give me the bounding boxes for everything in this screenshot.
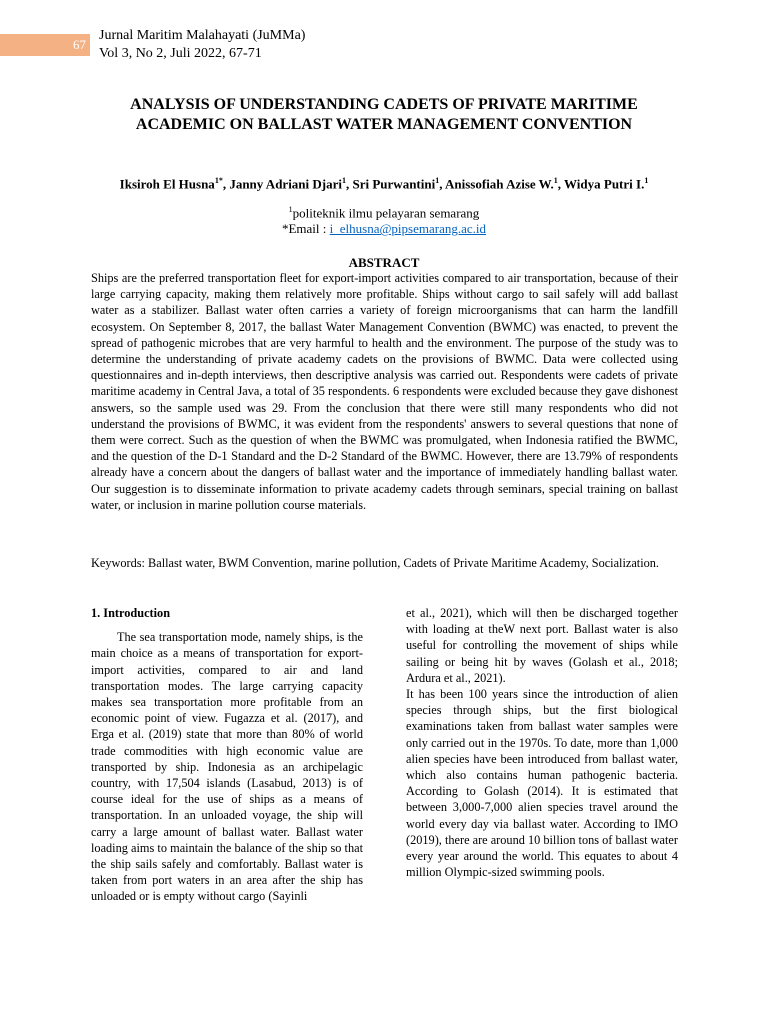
author-affiliation-mark: 1 <box>553 176 558 185</box>
section-heading: 1. Introduction <box>91 606 171 620</box>
affiliation-line <box>40 202 728 221</box>
author-name: Iksiroh El Husna <box>119 176 215 192</box>
author-name: Widya Putri I. <box>564 176 645 192</box>
volume-info: Vol 3, No 2, Juli 2022, 67-71 <box>99 46 262 61</box>
institution-name: politeknik ilmu pelayaran semarang <box>292 205 480 221</box>
page-number-badge <box>0 34 90 56</box>
author-affiliation-mark: 1 <box>644 176 649 185</box>
intro-paragraph: It has been 100 years since the introduction of alien species through ships, but the first biological examinations taken from ballast water samples were only carried out in the 1970s. To date, more than 1,000 alien species have been introduced from ballast water, which also contains human pathogenic bacteria. According to Golash (2014). It is estimated that between 3,000-7,000 alien species travel around the world every day via ballast water. According to IMO (2019), there are around 10 billion tons of ballast water every year around the world. This equates to about 4 million Olympic-sized swimming pools. <box>406 687 678 880</box>
affiliation-block <box>40 202 728 237</box>
email-line <box>40 221 728 237</box>
email-label: *Email : <box>281 221 330 237</box>
intro-paragraph: The sea transportation mode, namely ships, is the main choice as a means of transportation for export-import activities, compared to air and land transportation modes. The large carrying capacity makes sea transportation more profitable from an economic point of view. Fugazza et al. (2017), and Erga et al. (2019) state that more than 80% of world trade commodities with high economic value are transported by ship. Indonesia as an archipelagic country, with 17,504 islands (Lasabud, 2013) is of course ideal for the use of ships as a means of transportation. In an unloaded voyage, the ship will carry a large amount of ballast water. Ballast water loading aims to maintain the balance of the ship so that the ship sails safely and comfortably. Ballast water is taken from port waters in an area after the ship has unloaded or is empty without cargo (Sayinli <box>91 630 363 904</box>
author-name: Sri Purwantini <box>352 176 436 192</box>
author-name: Anissofiah Azise W. <box>445 176 554 192</box>
abstract-heading: ABSTRACT <box>348 255 420 270</box>
paper-title: ANALYSIS OF UNDERSTANDING CADETS OF PRIVATE MARITIME ACADEMIC ON BALLAST WATER MANAGEMENT CONVENTION <box>130 96 638 133</box>
author-name: Janny Adriani Djari <box>229 176 342 192</box>
email-link[interactable]: i_elhusna@pipsemarang.ac.id <box>329 221 487 237</box>
author-affiliation-mark: 1 <box>435 176 440 185</box>
intro-paragraph-continued: et al., 2021), which will then be discharged together with loading at theW next port. Ballast water is also useful for controlling the movement of ships while sailing or being hit by waves (Golash et al., 2018; Ardura et al., 2021). <box>406 606 678 685</box>
affiliation-mark: 1 <box>288 205 293 214</box>
journal-header <box>99 27 305 63</box>
left-column <box>91 605 363 905</box>
journal-name: Jurnal Maritim Malahayati (JuMMa) <box>99 28 306 43</box>
author-list: Iksiroh El Husna$^{1*}$, Janny Adriani Djari$^1$, Sri Purwantini$^1$, Anissofiah Azise W.$^1$, Widya Putri I.$^1$ <box>119 176 649 192</box>
author-affiliation-mark: 1 <box>342 176 346 185</box>
page-number: 67 <box>73 37 86 52</box>
author-affiliation-mark: 1* <box>214 176 223 185</box>
right-column <box>406 605 678 880</box>
abstract-text: Ships are the preferred transportation fleet for export-import activities compared to air transportation, because of their large carrying capacity, making them relatively more profitable. Ships without cargo to sail safely will add ballast water as a stabilizer. Ballast water often carries a variety of foreign microorganisms that can harm the landfill ecosystem. On September 8, 2017, the ballast Water Management Convention (BWMC) was enacted, to prevent the spread of pathogenic microbes that are very harmful to health and the environment. The purpose of the study was to determine the understanding of private academy cadets on the provisions of BWMC. Data were collected using questionnaires and in-depth interviews, then descriptive analysis was carried out. Respondents were cadets of private maritime academy in Central Java, a total of 35 respondents. 6 respondents were excluded because they gave dishonest answers, so the sample used was 29. From the conclusion that there were still many respondents who did not understand the provisions of BWMC, it was evident from the respondents' answers to several questions that none of them were correct. Such as the question of when the BWMC was promulgated, when Indonesia ratified the BWMC, and the question of the D-1 Standard and the D-2 Standard of the BWMC. However, there are 13.79% of respondents already have a concern about the dangers of ballast water and the importance of immediately handling ballast water. Our suggestion is to disseminate information to private academy cadets through seminars, special training on ballast water, or inclusion in marine pollution course materials. <box>91 271 678 512</box>
keywords: Keywords: Ballast water, BWM Convention, marine pollution, Cadets of Private Maritime Academy, Socialization. <box>91 556 660 570</box>
